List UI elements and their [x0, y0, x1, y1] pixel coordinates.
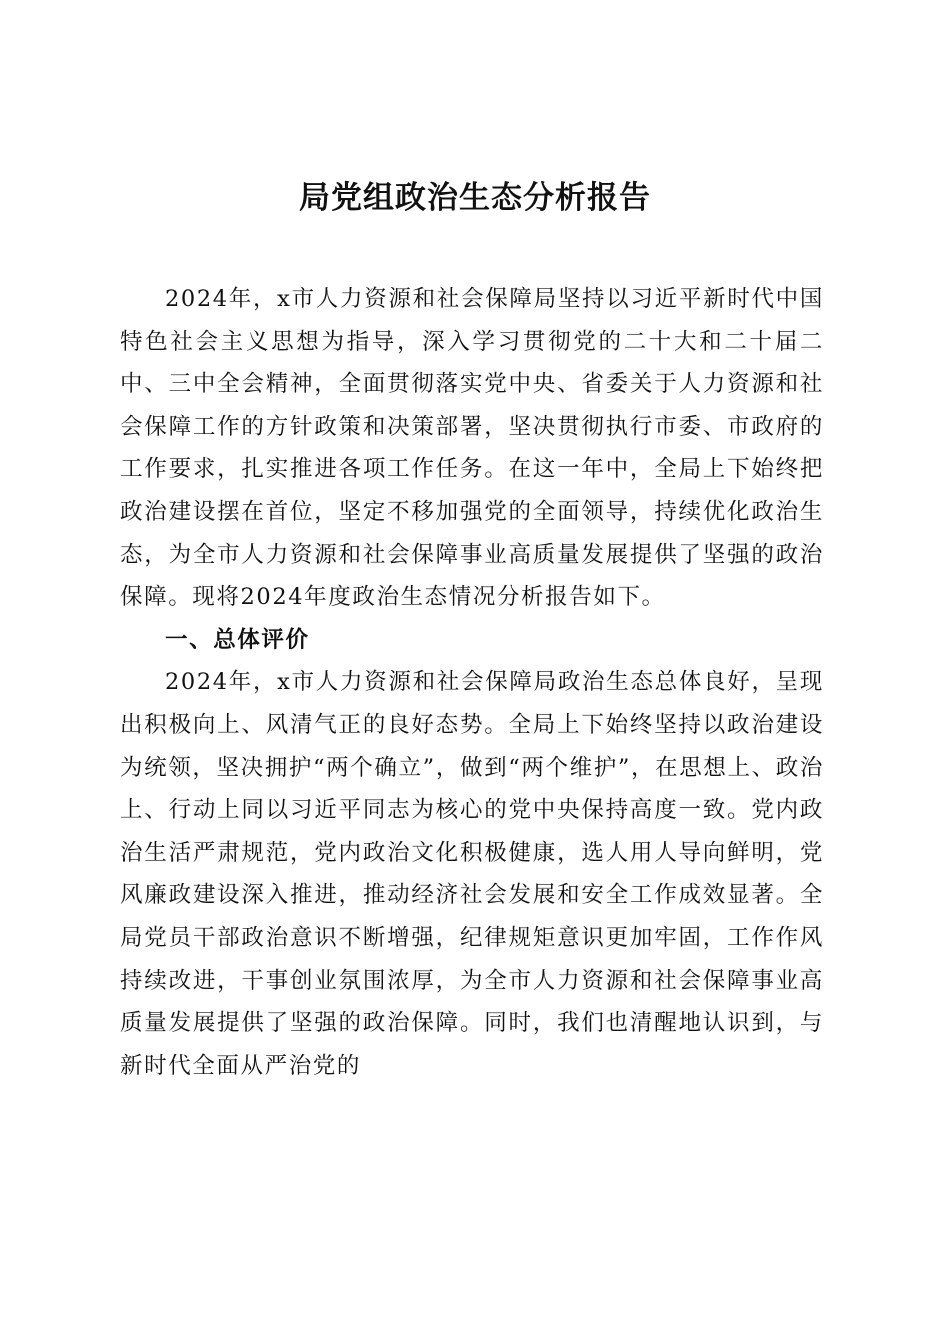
section-paragraph-overall-evaluation: 2024年，x市人力资源和社会保障局政治生态总体良好，呈现出积极向上、风清气正的良好态势。全局上下始终坚持以政治建设为统领，坚决拥护“两个确立”，做到“两个维护”，在思想上、政治上、行动上同以习近平同志为核心的党中央保持高度一致。党内政治生活严肃规范，党内政治文化积极健康，选人用人导向鲜明，党风廉政建设深入推进，推动经济社会发展和安全工作成效显著。全局党员干部政治意识不断增强，纪律规矩意识更加牢固，工作作风持续改进，干事创业氛围浓厚，为全市人力资源和社会保障事业高质量发展提供了坚强的政治保障。同时，我们也清醒地认识到，与新时代全面从严治党的	[120, 669, 824, 1079]
document-title: 局党组政治生态分析报告	[299, 180, 651, 216]
document-body	[120, 278, 824, 1087]
intro-paragraph: 2024年，x市人力资源和社会保障局坚持以习近平新时代中国特色社会主义思想为指导，深入学习贯彻党的二十大和二十届二中、三中全会精神，全面贯彻落实党中央、省委关于人力资源和社会保障工作的方针政策和决策部署，坚决贯彻执行市委、市政府的工作要求，扎实推进各项工作任务。在这一年中，全局上下始终把政治建设摆在首位，坚定不移加强党的全面领导，持续优化政治生态，为全市人力资源和社会保障事业高质量发展提供了坚强的政治保障。现将2024年度政治生态情况分析报告如下。	[120, 286, 824, 611]
section-heading-overall-evaluation: 一、总体评价	[165, 626, 310, 653]
